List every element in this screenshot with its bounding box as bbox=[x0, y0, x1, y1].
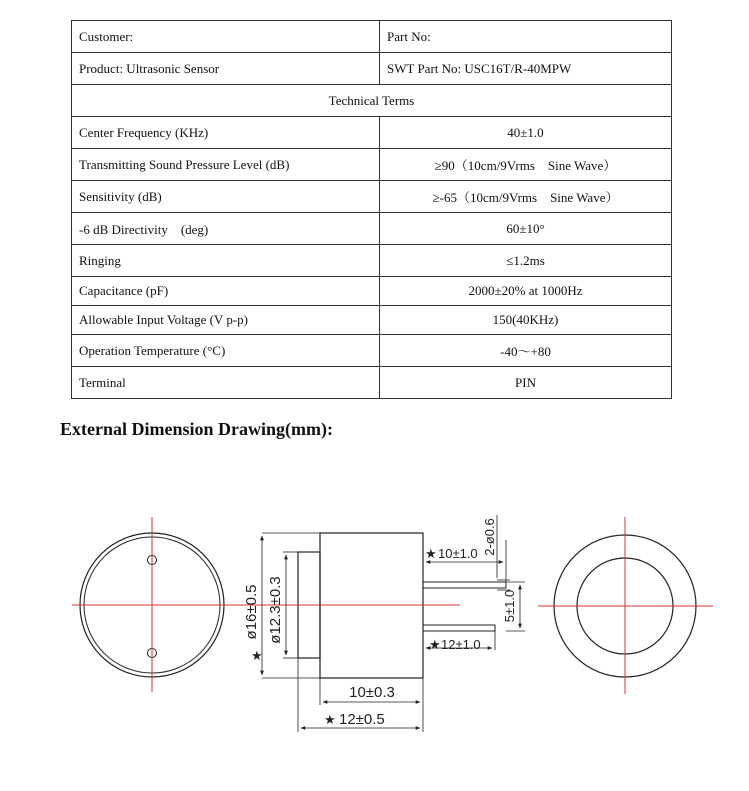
table-row bbox=[72, 117, 672, 149]
spec-table bbox=[71, 20, 672, 399]
param-cell: Operation Temperature (°C) bbox=[72, 335, 380, 367]
value-cell: ≥-65（10cm/9Vrms Sine Wave） bbox=[380, 181, 672, 213]
value-cell: -40～+80 bbox=[380, 335, 672, 367]
product-cell: Product: Ultrasonic Sensor bbox=[72, 53, 380, 85]
table-row bbox=[72, 306, 672, 335]
total-length-star: ★ bbox=[324, 712, 336, 727]
table-row bbox=[72, 149, 672, 181]
value-cell: 40±1.0 bbox=[380, 117, 672, 149]
table-row bbox=[72, 85, 672, 117]
table-row bbox=[72, 335, 672, 367]
param-cell: Capacitance (pF) bbox=[72, 277, 380, 306]
upper-pin-label: 10±1.0 bbox=[438, 546, 478, 561]
value-cell: ≥90（10cm/9Vrms Sine Wave） bbox=[380, 149, 672, 181]
total-length-label: 12±0.5 bbox=[339, 711, 385, 728]
table-row bbox=[72, 367, 672, 399]
dimension-drawing bbox=[0, 500, 749, 740]
table-row bbox=[72, 277, 672, 306]
dimension-drawing-title: External Dimension Drawing(mm): bbox=[60, 419, 333, 439]
table-row bbox=[72, 245, 672, 277]
part-no-cell: Part No: bbox=[380, 21, 672, 53]
pin-diameter-label: 2-ø0.6 bbox=[482, 518, 497, 556]
param-cell: -6 dB Directivity (deg) bbox=[72, 213, 380, 245]
upper-pin-star: ★ bbox=[425, 546, 437, 561]
table-row bbox=[72, 21, 672, 53]
swt-part-cell: SWT Part No: USC16T/R-40MPW bbox=[380, 53, 672, 85]
param-cell: Terminal bbox=[72, 367, 380, 399]
customer-cell: Customer: bbox=[72, 21, 380, 53]
table-row bbox=[72, 181, 672, 213]
side-view bbox=[230, 515, 525, 732]
outer-diameter-star: ★ bbox=[251, 648, 263, 663]
value-cell: 150(40KHz) bbox=[380, 306, 672, 335]
value-cell: ≤1.2ms bbox=[380, 245, 672, 277]
param-cell: Sensitivity (dB) bbox=[72, 181, 380, 213]
technical-terms-title: Technical Terms bbox=[72, 85, 672, 117]
param-cell: Transmitting Sound Pressure Level (dB) bbox=[72, 149, 380, 181]
table-row bbox=[72, 213, 672, 245]
value-cell: 2000±20% at 1000Hz bbox=[380, 277, 672, 306]
pin-pitch-label: 5±1.0 bbox=[502, 589, 517, 623]
lower-pin-label: 12±1.0 bbox=[441, 637, 481, 652]
upper-pin bbox=[423, 582, 506, 588]
value-cell: 60±10° bbox=[380, 213, 672, 245]
rear-view bbox=[538, 517, 713, 694]
param-cell: Allowable Input Voltage (V p-p) bbox=[72, 306, 380, 335]
lower-pin-star: ★ bbox=[429, 637, 441, 652]
table-row bbox=[72, 53, 672, 85]
param-cell: Center Frequency (KHz) bbox=[72, 117, 380, 149]
front-view bbox=[72, 517, 233, 692]
value-cell: PIN bbox=[380, 367, 672, 399]
body-length-label: 10±0.3 bbox=[349, 684, 395, 701]
inner-diameter-label: ø12.3±0.3 bbox=[267, 576, 284, 644]
param-cell: Ringing bbox=[72, 245, 380, 277]
lower-pin bbox=[423, 625, 495, 631]
outer-diameter-label: ø16±0.5 bbox=[243, 584, 260, 640]
